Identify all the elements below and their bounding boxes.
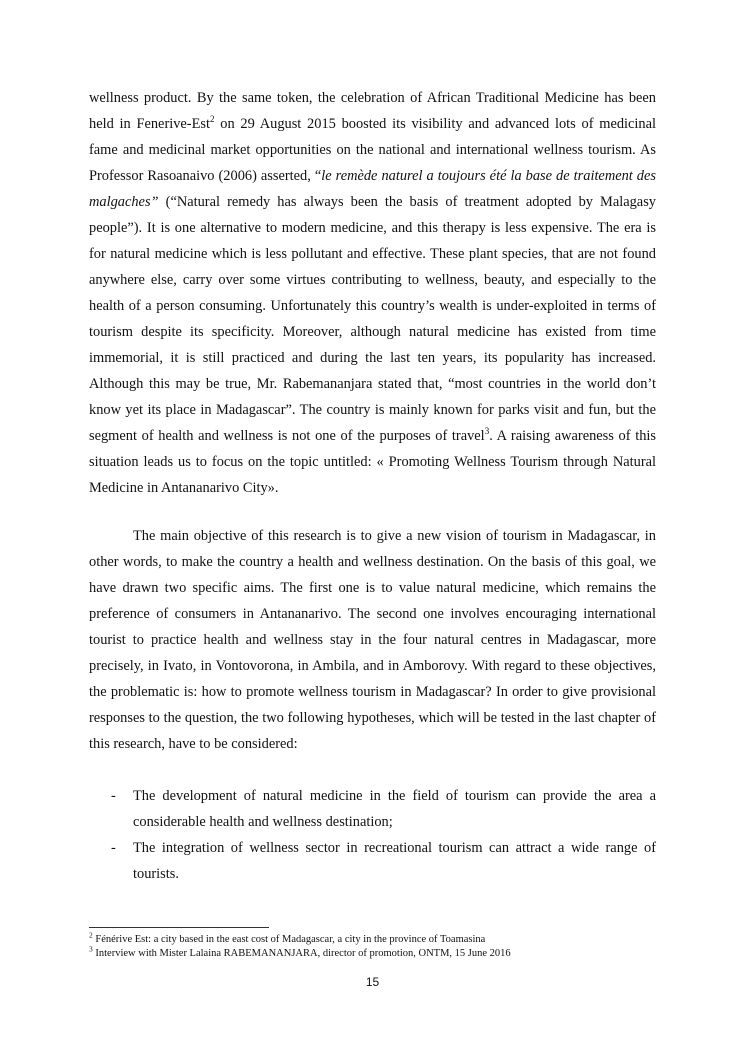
footnotes <box>89 930 689 960</box>
list-item <box>89 783 656 835</box>
footnote-3 <box>89 944 689 961</box>
footnote-ref-3[interactable]: 3 <box>484 426 490 437</box>
paragraph-1-text-a: wellness product. By the same token, the celebration of African Traditional Medicine has been held in Fenerive-Est <box>89 90 656 132</box>
paragraph-1-text-b: on 29 August 2015 boosted its visibility and advanced lots of medicinal fame and medicinal market opportunities on the national and international wellness tourism. As Professor Rasoanaivo (2006) asserted, “ <box>89 116 656 184</box>
french-quote: le remède naturel a toujours été la base de traitement des malgaches” <box>89 168 656 210</box>
footnote-mark: 2 <box>89 930 93 940</box>
footnote-2 <box>89 930 689 947</box>
footnote-text: Fénérive Est: a city based in the east cost of Madagascar, a city in the province of Toamasina <box>92 934 486 945</box>
list-item-text: The integration of wellness sector in recreational tourism can attract a wide range of tourists. <box>133 840 656 882</box>
paragraph-1-text-d: . A raising awareness of this situation leads us to focus on the topic untitled: « Promoting Wellness Tourism through Natural Medicine in Antananarivo City». <box>89 428 656 496</box>
footnote-mark: 3 <box>89 944 93 953</box>
hypotheses-list <box>89 783 656 887</box>
paragraph-1-text-c: (“Natural remedy has always been the basis of treatment adopted by Malagasy people”). It is one alternative to modern medicine, and this therapy is less expensive. The era is for natural medicine which is less pollutant and effective. These plant species, that are not found anywhere else, carry over some virtues contributing to wellness, beauty, and especially to the health of a person consuming. Unfortunately this country’s wealth is under-exploited in terms of tourism despite its specificity. Moreover, although natural medicine has existed from time immemorial, it is still practiced and during the last ten years, its popularity has increased. Although this may be true, Mr. Rabemananjara stated that, “most countries in the world don’t know yet its place in Madagascar”. The country is mainly known for parks visit and fun, but the segment of health and wellness is not one of the purposes of travel <box>89 194 656 444</box>
bullet-dash: - <box>111 788 116 804</box>
body-paragraph-2: The main objective of this research is to give a new vision of tourism in Madagascar, in other words, to make the country a health and wellness destination. On the basis of this goal, we have drawn two specific aims. The first one is to value natural medicine, which remains the preference of consumers in Antananarivo. The second one involves encouraging international tourist to practice health and wellness stay in the four natural centres in Madagascar, more precisely, in Ivato, in Vontovorona, in Ambila, and in Amborovy. With regard to these objectives, the problematic is: how to promote wellness tourism in Madagascar? In order to give provisional responses to the question, the two following hypotheses, which will be tested in the last chapter of this research, have to be considered: <box>89 528 656 752</box>
body-paragraph-1 <box>89 85 656 501</box>
page-number: 15 <box>365 975 380 989</box>
footnote-text: Interview with Mister Lalaina RABEMANANJARA, director of promotion, ONTM, 15 June 2016 <box>92 947 511 959</box>
list-item-text: The development of natural medicine in the field of tourism can provide the area a considerable health and wellness destination; <box>133 788 656 830</box>
footnote-ref-2[interactable]: 2 <box>210 114 215 125</box>
footnote-separator <box>89 927 269 928</box>
list-item <box>89 835 656 887</box>
bullet-dash: - <box>111 840 116 856</box>
